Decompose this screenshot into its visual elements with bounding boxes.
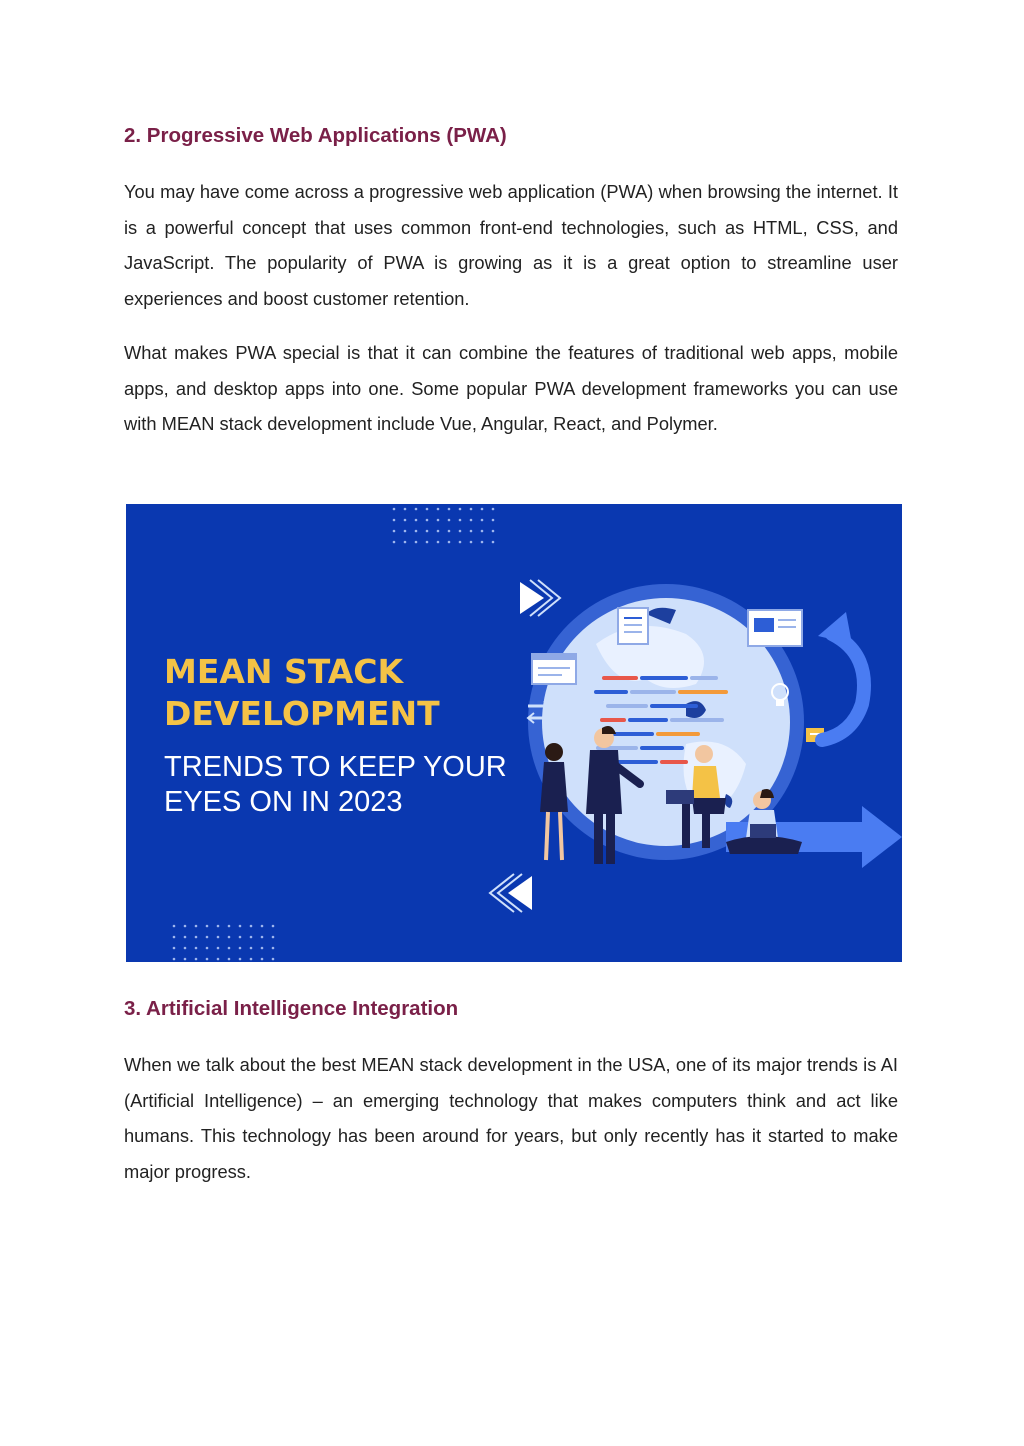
dot-grid-bottom [173, 925, 275, 961]
monitor-window-icon [748, 610, 802, 646]
paragraph-pwa-intro: You may have come across a progressive web application (PWA) when browsing the internet. It is a powerful concept that uses common front-end technologies, such as HTML, CSS, and JavaScript. The popularity of PWA is growing as it is a great option to streamline user experiences and boost customer retention. [124, 181, 898, 309]
section-heading-ai: 3. Artificial Intelligence Integration [124, 997, 459, 1020]
banner-title-line2: DEVELOPMENT [164, 694, 440, 733]
banner-illustration [126, 504, 902, 962]
dot-grid-top [393, 508, 495, 544]
mean-stack-banner-image [126, 504, 902, 962]
browser-window-icon [532, 654, 576, 684]
rewind-arrows-icon [490, 874, 532, 912]
document-window-icon [618, 608, 648, 644]
section-heading-pwa: 2. Progressive Web Applications (PWA) [124, 124, 507, 147]
banner-subtitle-line1: TRENDS TO KEEP YOUR [164, 751, 507, 783]
refresh-arrow-icon [818, 612, 864, 740]
paragraph-ai-intro: When we talk about the best MEAN stack development in the USA, one of its major trends is AI (Artificial Intelligence) – an emerging technology that makes computers think and act like humans. This technology has been around for years, but only recently has it started to make major progress. [124, 1054, 898, 1182]
forward-arrows-icon [520, 580, 560, 616]
paragraph-pwa-features: What makes PWA special is that it can combine the features of traditional web apps, mobile apps, and desktop apps into one. Some popular PWA development frameworks you can use with MEAN stack development include Vue, Angular, React, and Polymer. [124, 342, 898, 434]
banner-subtitle-line2: EYES ON IN 2023 [164, 786, 403, 818]
banner-title-line1: MEAN STACK [164, 652, 404, 691]
